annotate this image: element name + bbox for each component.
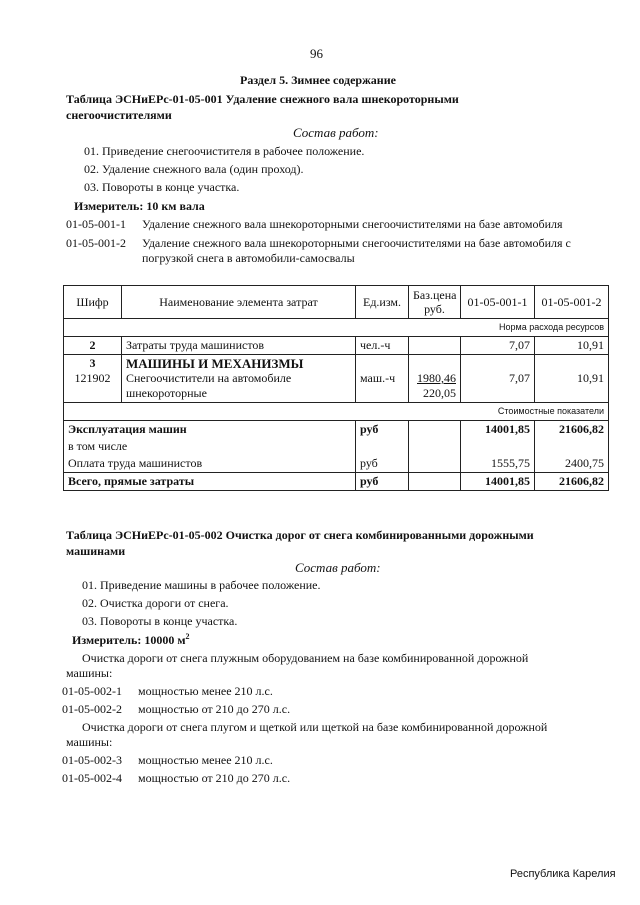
machine-price-1: 1980,46: [417, 371, 456, 385]
total-price: [409, 473, 461, 491]
table1-title-line2: снегоочистителями: [66, 108, 172, 122]
machine-unit: маш.-ч: [356, 355, 409, 403]
total-unit: руб: [356, 473, 409, 491]
group1-line1: Очистка дороги от снега плужным оборудованием на базе комбинированной дорожной: [82, 651, 529, 665]
table2-step-1: 01. Приведение машины в рабочее положение.: [82, 578, 321, 592]
labor-unit: чел.-ч: [356, 337, 409, 355]
total-row: [64, 473, 609, 491]
table2-title-line1: Таблица ЭСНиЕРс-01-05-002 Очистка дорог от снега комбинированными дорожными: [66, 528, 534, 542]
cost-table-header-row: [64, 286, 609, 319]
group1-code-1-text: мощностью менее 210 л.с.: [138, 684, 273, 698]
total-name: Всего, прямые затраты: [64, 473, 356, 491]
labor-name: Затраты труда машинистов: [122, 337, 356, 355]
table1-code-1-text: Удаление снежного вала шнекороторными снегоочистителями на базе автомобиля: [142, 217, 563, 231]
table1-step-2: 02. Удаление снежного вала (один проход).: [84, 162, 304, 176]
table1-code-2-text-cont: погрузкой снега в автомобили-самосвалы: [142, 251, 355, 265]
table1-composition-heading: Состав работ:: [293, 125, 379, 140]
table2-step-3: 03. Повороты в конце участка.: [82, 614, 238, 628]
table1-title-line1: Таблица ЭСНиЕРс-01-05-001 Удаление снежного вала шнекороторными: [66, 92, 459, 106]
header-unit: Ед.изм.: [356, 286, 409, 319]
norm-label-row: [64, 319, 609, 337]
table2-measure: [72, 632, 190, 648]
footer-region: Республика Карелия: [510, 868, 616, 880]
machines-name-cell: [122, 355, 356, 403]
group2-code-3: 01-05-002-3: [62, 753, 122, 767]
page-number: 96: [310, 46, 323, 61]
including-price-empty: [409, 438, 461, 455]
table1-code-2: 01-05-001-2: [66, 236, 126, 250]
operation-value-1: 14001,85: [461, 421, 535, 439]
labor-value-2: 10,91: [535, 337, 609, 355]
labor-price: [409, 337, 461, 355]
table2-step-2: 02. Очистка дороги от снега.: [82, 596, 229, 610]
header-base-price: [409, 286, 461, 319]
labor-value-1: 7,07: [461, 337, 535, 355]
table1-measure: Измеритель: 10 км вала: [74, 199, 205, 213]
cost-label: Стоимостные показатели: [64, 403, 609, 421]
table1-step-3: 03. Повороты в конце участка.: [84, 180, 240, 194]
cost-label-row: [64, 403, 609, 421]
machine-code: 121902: [74, 371, 111, 385]
machines-code-cell: [64, 355, 122, 403]
header-code: Шифр: [64, 286, 122, 319]
group1-code-2-text: мощностью от 210 до 270 л.с.: [138, 702, 291, 716]
machine-value-2: 10,91: [535, 355, 609, 403]
labor-code: 2: [64, 337, 122, 355]
header-col-2: 01-05-001-2: [535, 286, 609, 319]
including-unit-empty: [356, 438, 409, 455]
wages-row: [64, 455, 609, 473]
wages-value-1: 1555,75: [461, 455, 535, 473]
table2-measure-sup: 2: [185, 632, 190, 641]
header-name: Наименование элемента затрат: [122, 286, 356, 319]
machine-value-1: 7,07: [461, 355, 535, 403]
including-v2-empty: [535, 438, 609, 455]
machines-row: [64, 355, 609, 403]
group2-line2: машины:: [66, 735, 113, 749]
table1-code-2-text: Удаление снежного вала шнекороторными снегоочистителями на базе автомобиля с: [142, 236, 571, 250]
norm-label: Норма расхода ресурсов: [64, 319, 609, 337]
table1-step-1: 01. Приведение снегоочистителя в рабочее положение.: [84, 144, 365, 158]
table2-title-line2: машинами: [66, 544, 126, 558]
machines-group-name: МАШИНЫ И МЕХАНИЗМЫ: [126, 356, 304, 371]
header-base-price-line2: руб.: [424, 302, 445, 316]
group2-code-4-text: мощностью от 210 до 270 л.с.: [138, 771, 291, 785]
header-base-price-line1: Баз.цена: [413, 288, 457, 302]
section-title: Раздел 5. Зимнее содержание: [240, 73, 396, 87]
wages-unit: руб: [356, 455, 409, 473]
machine-price-2: 220,05: [423, 386, 456, 400]
group2-code-4: 01-05-002-4: [62, 771, 122, 785]
wages-value-2: 2400,75: [535, 455, 609, 473]
operation-row: [64, 421, 609, 439]
wages-price: [409, 455, 461, 473]
wages-name: Оплата труда машинистов: [64, 455, 356, 473]
group1-code-1: 01-05-002-1: [62, 684, 122, 698]
operation-value-2: 21606,82: [535, 421, 609, 439]
machine-name-line1: Снегоочистители на автомобиле: [126, 371, 292, 385]
machine-price-cell: [409, 355, 461, 403]
table1-code-1: 01-05-001-1: [66, 217, 126, 231]
total-value-2: 21606,82: [535, 473, 609, 491]
table2-composition-heading: Состав работ:: [295, 560, 381, 575]
machine-name-line2: шнекороторные: [126, 386, 207, 400]
operation-price: [409, 421, 461, 439]
labor-row: [64, 337, 609, 355]
table2-measure-text: Измеритель: 10000 м: [72, 633, 186, 647]
including-label: в том числе: [64, 438, 356, 455]
including-row: [64, 438, 609, 455]
group1-code-2: 01-05-002-2: [62, 702, 122, 716]
operation-unit: руб: [356, 421, 409, 439]
total-value-1: 14001,85: [461, 473, 535, 491]
group2-code-3-text: мощностью менее 210 л.с.: [138, 753, 273, 767]
machines-group-code: 3: [89, 356, 96, 370]
including-v1-empty: [461, 438, 535, 455]
group1-line2: машины:: [66, 666, 113, 680]
cost-table: [63, 285, 609, 491]
group2-line1: Очистка дороги от снега плугом и щеткой или щеткой на базе комбинированной дорожной: [82, 720, 548, 734]
operation-name: Эксплуатация машин: [64, 421, 356, 439]
header-col-1: 01-05-001-1: [461, 286, 535, 319]
